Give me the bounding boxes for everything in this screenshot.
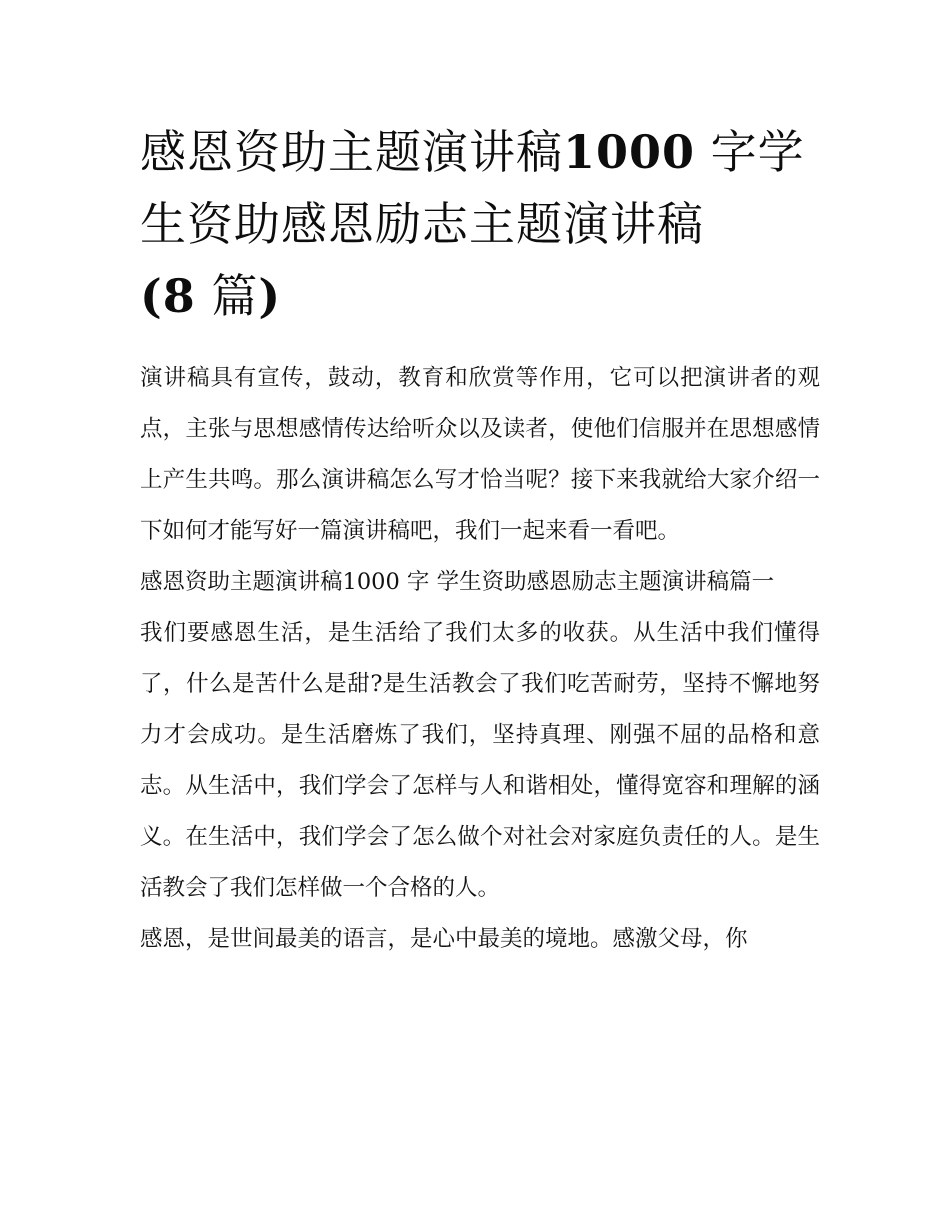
title-text-2: 字学生资助感恩励志主题演讲稿 [140,125,805,251]
section-heading: 感恩资助主题演讲稿1000 字 学生资助感恩励志主题演讲稿篇一 [140,569,775,595]
body-paragraph-life: 我们要感恩生活，是生活给了我们太多的收获。从生活中我们懂得了，什么是苦什么是甜?是生活教会了我们吃苦耐劳，坚持不懈地努力才会成功。是生活磨炼了我们，坚持真理、刚强不屈的品格和意志。从生活中，我们学会了怎样与人和谐相处，懂得宽容和理解的涵义。在生活中，我们学会了怎么做个对社会对家庭负责任的人。是生活教会了我们怎样做一个合格的人。 [140,620,820,901]
intro-paragraph: 演讲稿具有宣传，鼓动，教育和欣赏等作用，它可以把演讲者的观点，主张与思想感情传达给听众以及读者，使他们信服并在思想感情上产生共鸣。那么演讲稿怎么写才恰当呢？接下来我就给大家介绍一下如何才能写好一篇演讲稿吧，我们一起来看一看吧。 [140,365,820,544]
title-text-1: 感恩资助主题演讲稿 [140,125,563,179]
title-number-2: (8 [140,269,196,323]
title-number-3: ) [258,269,282,323]
document-title [140,116,820,332]
title-number-1: 1000 [563,125,696,179]
document-body [140,353,820,965]
title-text-3: 篇 [195,269,259,323]
body-paragraph-gratitude: 感恩，是世间最美的语言，是心中最美的境地。感激父母，你 [140,926,748,952]
